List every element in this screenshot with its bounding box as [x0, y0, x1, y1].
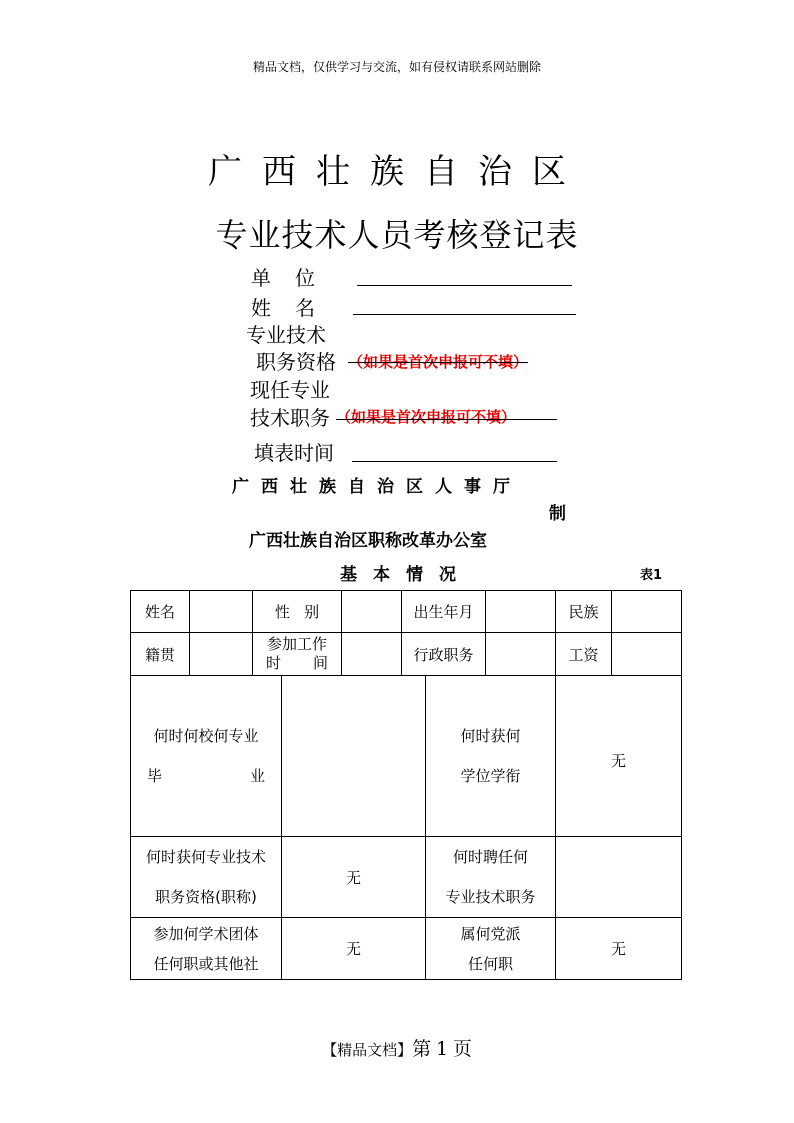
work-start-header: 参加工作 时 间 [253, 633, 342, 676]
unit-line[interactable] [357, 285, 572, 286]
title-form: 专业技术人员考核登记表 [215, 216, 579, 254]
qual-label-2: 职务资格 [256, 350, 336, 374]
association-cell[interactable]: 无 [282, 918, 426, 980]
qual-label-1: 专业技术 [246, 323, 326, 347]
graduation-header: 何时何校何专业 毕 业 [131, 676, 282, 837]
name-label: 姓名 [251, 296, 339, 320]
qualification-header: 何时获何专业技术 职务资格(职称) [131, 837, 282, 918]
post-label-1: 现任专业 [250, 378, 330, 402]
post-note: （如果是首次申报可不填） [336, 408, 517, 426]
footer-text-2: 页 [452, 1038, 472, 1060]
salary-cell[interactable] [612, 633, 682, 676]
gender-header: 性 别 [253, 591, 342, 633]
issuer-line-1: 广西壮族自治区人事厅 [232, 477, 522, 497]
gender-cell[interactable] [342, 591, 402, 633]
date-line[interactable] [352, 461, 557, 462]
birth-header: 出生年月 [402, 591, 486, 633]
basic-info-table [130, 590, 682, 980]
issuer-suffix: 制 [549, 504, 566, 524]
footer-prefix: 【精品文档】 [322, 1041, 413, 1059]
date-label: 填表时间 [254, 441, 334, 465]
admin-post-cell[interactable] [486, 633, 556, 676]
page-footer [0, 1034, 794, 1061]
section-title: 基本情况 [340, 565, 472, 585]
unit-label: 单位 [251, 266, 339, 290]
qual-note: （如果是首次申报可不填） [348, 353, 529, 371]
graduation-cell[interactable] [282, 676, 426, 837]
name-line[interactable] [353, 314, 576, 315]
footer-text-1: 第 [412, 1038, 432, 1060]
page-number: 1 [435, 1038, 449, 1060]
name-header: 姓名 [131, 591, 190, 633]
qualification-cell[interactable]: 无 [282, 837, 426, 918]
hire-header: 何时聘任何 专业技术职务 [426, 837, 556, 918]
ethnicity-header: 民族 [556, 591, 612, 633]
work-start-cell[interactable] [342, 633, 402, 676]
degree-cell[interactable]: 无 [556, 676, 682, 837]
post-label-2: 技术职务 [250, 406, 330, 430]
birth-cell[interactable] [486, 591, 556, 633]
table-row [131, 633, 682, 676]
ethnicity-cell[interactable] [612, 591, 682, 633]
party-cell[interactable]: 无 [556, 918, 682, 980]
header-note: 精品文档，仅供学习与交流，如有侵权请联系网站删除 [252, 60, 541, 74]
degree-header: 何时获何 学位学衔 [426, 676, 556, 837]
native-cell[interactable] [190, 633, 253, 676]
admin-post-header: 行政职务 [402, 633, 486, 676]
post-line[interactable] [336, 419, 557, 420]
party-header: 属何党派 任何职 [426, 918, 556, 980]
table-row [131, 918, 682, 980]
table-row [131, 591, 682, 633]
name-cell[interactable] [190, 591, 253, 633]
native-header: 籍贯 [131, 633, 190, 676]
association-header: 参加何学术团体 任何职或其他社 [131, 918, 282, 980]
hire-cell[interactable] [556, 837, 682, 918]
title-region: 广西壮族自治区 [208, 152, 586, 192]
issuer-line-2: 广西壮族自治区职称改革办公室 [249, 531, 487, 551]
salary-header: 工资 [556, 633, 612, 676]
table-row [131, 837, 682, 918]
table-row [131, 676, 682, 837]
table-number: 表1 [640, 568, 663, 583]
